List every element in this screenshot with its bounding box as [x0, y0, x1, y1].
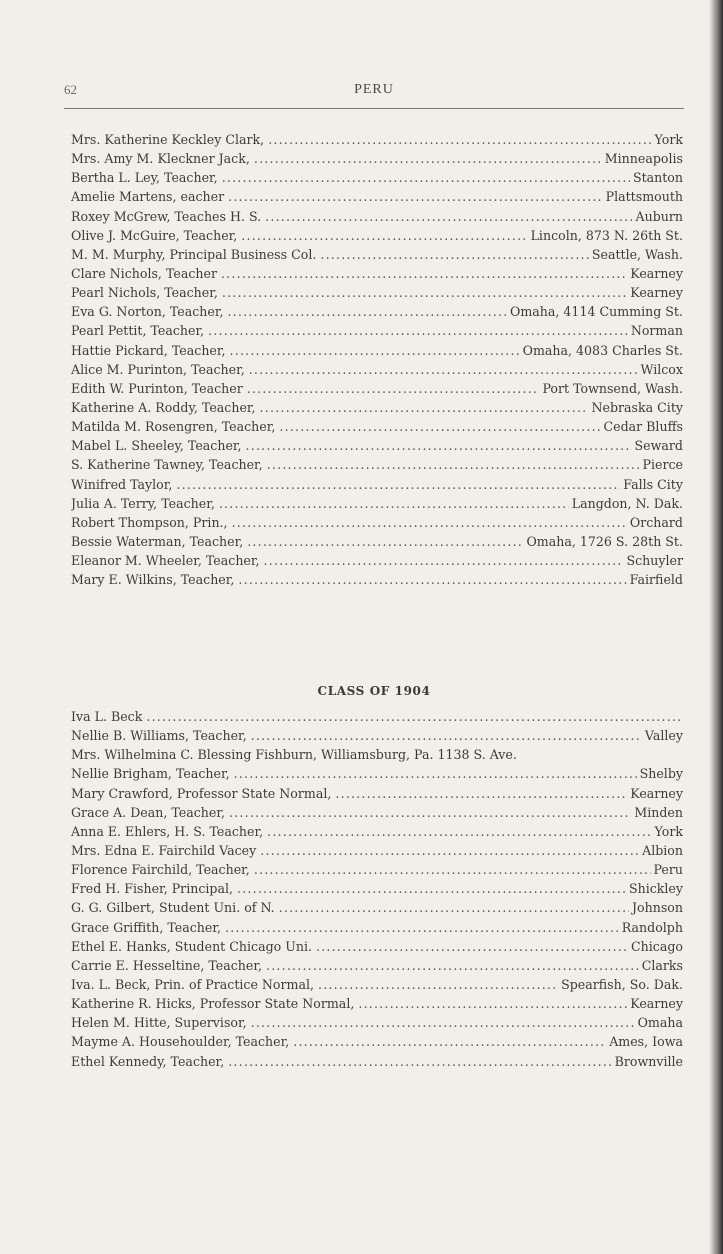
- alumni-entry: [71, 436, 683, 455]
- alumni-name: Katherine R. Hicks, Professor State Normal,: [71, 996, 355, 1012]
- alumni-entry: [71, 168, 683, 187]
- dot-leader: [266, 956, 639, 975]
- dot-leader: [222, 283, 627, 302]
- alumni-name: Mary Crawford, Professor State Normal,: [71, 785, 332, 801]
- alumni-name: Nellie B. Williams, Teacher,: [71, 728, 247, 744]
- dot-leader: [251, 726, 642, 745]
- alumni-entry: [71, 149, 683, 168]
- alumni-entry: [71, 860, 683, 879]
- alumni-location: Omaha, 4083 Charles St.: [522, 342, 683, 358]
- alumni-name: Anna E. Ehlers, H. S. Teacher,: [71, 823, 264, 839]
- alumni-entry: [71, 994, 683, 1013]
- dot-leader: [219, 494, 569, 513]
- alumni-location: Kearney: [630, 265, 683, 281]
- dot-leader: [318, 975, 558, 994]
- alumni-entry: [71, 822, 683, 841]
- alumni-entry: [71, 455, 683, 474]
- alumni-name: Ethel E. Hanks, Student Chicago Uni.: [71, 938, 312, 954]
- alumni-entry: [71, 937, 683, 956]
- dot-leader: [267, 455, 640, 474]
- alumni-location: Ames, Iowa: [609, 1034, 683, 1050]
- dot-leader: [247, 379, 540, 398]
- dot-leader: [229, 803, 631, 822]
- alumni-entry: [71, 841, 683, 860]
- alumni-entry: [71, 513, 683, 532]
- alumni-location: Port Townsend, Wash.: [542, 380, 683, 396]
- alumni-name: Amelie Martens, eacher: [71, 189, 225, 205]
- alumni-entry: [71, 302, 683, 321]
- alumni-location: Langdon, N. Dak.: [571, 495, 683, 511]
- alumni-location: Orchard: [629, 514, 683, 530]
- alumni-name: Katherine A. Roddy, Teacher,: [71, 399, 256, 415]
- alumni-name: Mrs. Amy M. Kleckner Jack,: [71, 151, 250, 167]
- alumni-name: Mrs. Wilhelmina C. Blessing Fishburn, Williamsburg, Pa. 1138 S. Ave.: [71, 747, 517, 763]
- dot-leader: [246, 436, 632, 455]
- alumni-location: Spearfish, So. Dak.: [561, 976, 683, 992]
- alumni-name: Mayme A. Househoulder, Teacher,: [71, 1034, 290, 1050]
- alumni-name: Hattie Pickard, Teacher,: [71, 342, 226, 358]
- alumni-location: Schuyler: [626, 553, 683, 569]
- alumni-entry: [71, 745, 683, 764]
- alumni-location: Randolph: [621, 919, 683, 935]
- alumni-location: Clarks: [641, 957, 683, 973]
- alumni-location: Cedar Bluffs: [603, 419, 683, 435]
- alumni-entry: [71, 570, 683, 589]
- alumni-name: Winifred Taylor,: [71, 476, 173, 492]
- alumni-name: Julia A. Terry, Teacher,: [71, 495, 215, 511]
- alumni-entry: [71, 803, 683, 822]
- alumni-location: Omaha: [637, 1015, 683, 1031]
- alumni-name: Mabel L. Sheeley, Teacher,: [71, 438, 242, 454]
- alumni-location: Brownville: [614, 1053, 683, 1069]
- alumni-entry: [71, 321, 683, 340]
- alumni-name: Alice M. Purinton, Teacher,: [71, 361, 245, 377]
- alumni-location: York: [654, 132, 683, 147]
- alumni-location: Nebraska City: [591, 399, 683, 415]
- alumni-entry: [71, 784, 683, 803]
- alumni-location: Minneapolis: [604, 151, 683, 167]
- alumni-name: Iva. L. Beck, Prin. of Practice Normal,: [71, 976, 315, 992]
- alumni-entry: [71, 245, 683, 264]
- alumni-location: Kearney: [630, 785, 683, 801]
- alumni-entry: [71, 475, 683, 494]
- alumni-location: Kearney: [630, 996, 683, 1012]
- alumni-name: Mary E. Wilkins, Teacher,: [71, 572, 235, 588]
- header-rule: [64, 108, 684, 109]
- dot-leader: [146, 707, 680, 726]
- alumni-name: Pearl Nichols, Teacher,: [71, 285, 218, 301]
- alumni-name: Fred H. Fisher, Principal,: [71, 881, 234, 897]
- alumni-location: Norman: [630, 323, 683, 339]
- alumni-location: Omaha, 1726 S. 28th St.: [526, 533, 683, 549]
- alumni-name: Grace A. Dean, Teacher,: [71, 804, 226, 820]
- alumni-location: Auburn: [635, 208, 683, 224]
- alumni-location: Stanton: [632, 170, 683, 186]
- alumni-entry: [71, 226, 683, 245]
- dot-leader: [254, 860, 651, 879]
- dot-leader: [237, 879, 626, 898]
- alumni-location: Seattle, Wash.: [591, 246, 683, 262]
- alumni-name: Pearl Pettit, Teacher,: [71, 323, 205, 339]
- alumni-entry: [71, 264, 683, 283]
- page-number: 62: [64, 82, 77, 97]
- dot-leader: [260, 398, 589, 417]
- dot-leader: [358, 994, 627, 1013]
- alumni-name: Robert Thompson, Prin.,: [71, 514, 228, 530]
- alumni-entry: [71, 417, 683, 436]
- alumni-entry: [71, 1032, 683, 1051]
- running-head: PERU: [354, 82, 394, 97]
- alumni-name: Ethel Kennedy, Teacher,: [71, 1053, 225, 1069]
- alumni-entry: [71, 207, 683, 226]
- page-edge-shadow: [709, 0, 723, 1254]
- alumni-location: Kearney: [630, 285, 683, 301]
- alumni-location: Seward: [634, 438, 683, 454]
- alumni-location: Shelby: [639, 766, 683, 782]
- alumni-location: Pierce: [642, 457, 683, 473]
- dot-leader: [241, 226, 527, 245]
- dot-leader: [247, 532, 523, 551]
- alumni-location: Omaha, 4114 Cumming St.: [510, 304, 683, 320]
- alumni-name: Florence Fairchild, Teacher,: [71, 862, 250, 878]
- alumni-entry: [71, 532, 683, 551]
- alumni-entry: [71, 1013, 683, 1032]
- dot-leader: [279, 417, 600, 436]
- dot-leader: [208, 321, 628, 340]
- alumni-location: Wilcox: [640, 361, 683, 377]
- dot-leader: [335, 784, 627, 803]
- dot-leader: [228, 187, 602, 206]
- alumni-name: Mrs. Katherine Keckley Clark,: [71, 132, 265, 147]
- alumni-list-continued: [71, 130, 683, 589]
- dot-leader: [316, 937, 628, 956]
- alumni-location: Fairfield: [629, 572, 683, 588]
- alumni-entry: [71, 975, 683, 994]
- alumni-entry: [71, 956, 683, 975]
- alumni-entry: [71, 130, 683, 149]
- dot-leader: [254, 149, 602, 168]
- alumni-entry: [71, 551, 683, 570]
- alumni-location: Peru: [653, 862, 683, 878]
- dot-leader: [293, 1032, 606, 1051]
- dot-leader: [228, 1052, 611, 1071]
- alumni-name: Carrie E. Hesseltine, Teacher,: [71, 957, 263, 973]
- alumni-name: Bessie Waterman, Teacher,: [71, 533, 244, 549]
- dot-leader: [230, 341, 520, 360]
- alumni-entry: [71, 726, 683, 745]
- dot-leader: [260, 841, 639, 860]
- dot-leader: [265, 207, 632, 226]
- alumni-location: Falls City: [623, 476, 683, 492]
- alumni-name: Iva L. Beck: [71, 709, 143, 724]
- dot-leader: [221, 264, 627, 283]
- alumni-entry: [71, 1052, 683, 1071]
- alumni-name: Eva G. Norton, Teacher,: [71, 304, 224, 320]
- alumni-entry: [71, 187, 683, 206]
- alumni-name: Mrs. Edna E. Fairchild Vacey: [71, 842, 257, 858]
- alumni-entry: [71, 707, 683, 726]
- alumni-name: Roxey McGrew, Teaches H. S.: [71, 208, 262, 224]
- dot-leader: [225, 918, 619, 937]
- alumni-location: York: [654, 823, 683, 839]
- dot-leader: [234, 764, 637, 783]
- alumni-entry: [71, 379, 683, 398]
- dot-leader: [268, 130, 651, 149]
- dot-leader: [222, 168, 630, 187]
- section-heading-class-of-1904: CLASS OF 1904: [317, 684, 431, 698]
- alumni-name: Clare Nichols, Teacher: [71, 265, 217, 281]
- alumni-location: Johnson: [631, 900, 683, 916]
- alumni-entry: [71, 341, 683, 360]
- alumni-location: Lincoln, 873 N. 26th St.: [530, 227, 683, 243]
- alumni-location: Plattsmouth: [605, 189, 683, 205]
- alumni-name: Nellie Brigham, Teacher,: [71, 766, 230, 782]
- alumni-name: Matilda M. Rosengren, Teacher,: [71, 419, 276, 435]
- alumni-name: Helen M. Hitte, Supervisor,: [71, 1015, 247, 1031]
- alumni-name: Grace Griffith, Teacher,: [71, 919, 221, 935]
- alumni-entry: [71, 360, 683, 379]
- dot-leader: [279, 898, 629, 917]
- dot-leader: [232, 513, 627, 532]
- dot-leader: [176, 475, 620, 494]
- dot-leader: [251, 1013, 635, 1032]
- alumni-entry: [71, 879, 683, 898]
- alumni-location: Albion: [642, 842, 683, 858]
- alumni-name: Olive J. McGuire, Teacher,: [71, 227, 238, 243]
- alumni-list-class-of-1904: [71, 707, 683, 1071]
- alumni-entry: [71, 898, 683, 917]
- dot-leader: [267, 822, 651, 841]
- alumni-name: Edith W. Purinton, Teacher: [71, 380, 243, 396]
- alumni-location: Minden: [634, 804, 683, 820]
- alumni-entry: [71, 283, 683, 302]
- dot-leader: [238, 570, 626, 589]
- alumni-entry: [71, 494, 683, 513]
- dot-leader: [264, 551, 624, 570]
- alumni-name: S. Katherine Tawney, Teacher,: [71, 457, 263, 473]
- dot-leader: [227, 302, 507, 321]
- page-header: [64, 82, 684, 102]
- alumni-entry: [71, 764, 683, 783]
- alumni-location: Valley: [644, 728, 683, 744]
- alumni-entry: [71, 918, 683, 937]
- alumni-name: G. G. Gilbert, Student Uni. of N.: [71, 900, 275, 916]
- alumni-location: Chicago: [631, 938, 683, 954]
- alumni-location: Shickley: [628, 881, 683, 897]
- alumni-name: Bertha L. Ley, Teacher,: [71, 170, 218, 186]
- dot-leader: [320, 245, 588, 264]
- dot-leader: [249, 360, 638, 379]
- alumni-name: M. M. Murphy, Principal Business Col.: [71, 246, 317, 262]
- alumni-entry: [71, 398, 683, 417]
- alumni-name: Eleanor M. Wheeler, Teacher,: [71, 553, 260, 569]
